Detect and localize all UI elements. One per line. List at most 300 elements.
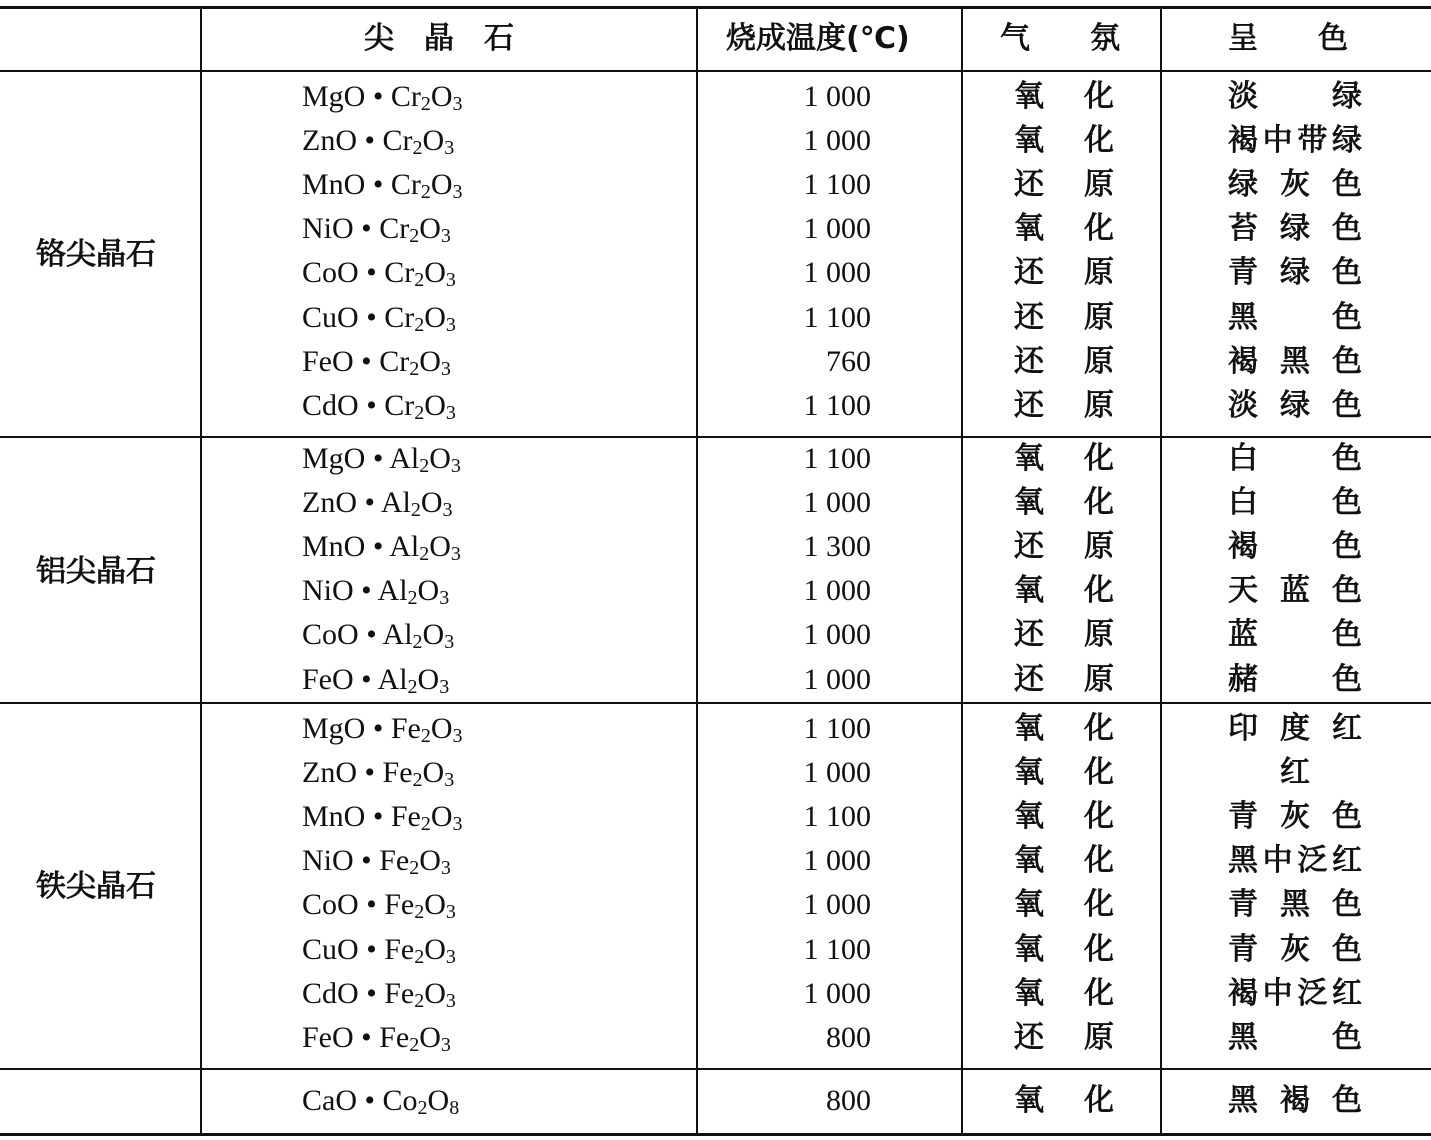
atmosphere <box>1014 79 1114 114</box>
firing-temperature: 1 000 <box>803 80 871 113</box>
atmosphere-char: 化 <box>1084 485 1114 520</box>
resulting-color <box>1228 1083 1362 1118</box>
atmosphere <box>1014 211 1114 246</box>
formula-element-b: Al <box>382 618 413 651</box>
color-char: 绿 <box>1331 123 1362 158</box>
firing-temperature: 760 <box>826 345 871 378</box>
atmosphere-char: 原 <box>1084 662 1114 697</box>
formula-sub-b: 2 <box>414 402 425 424</box>
atmosphere-char: 化 <box>1084 123 1114 158</box>
formula-element-c: O <box>427 1084 450 1117</box>
color-char: 色 <box>1332 573 1362 608</box>
color-char: 绿 <box>1332 79 1362 114</box>
formula-cell: NiO • $Al_2O_3$ <box>302 574 450 609</box>
atmosphere-char: 还 <box>1014 344 1044 379</box>
bottom-rule <box>0 1133 1431 1136</box>
color-char: 绿 <box>1280 388 1310 423</box>
formula-element-c: O <box>430 800 453 833</box>
resulting-color <box>1228 344 1362 379</box>
atmosphere-char: 化 <box>1084 573 1114 608</box>
formula-element-b: Co <box>382 1084 418 1117</box>
resulting-color <box>1228 167 1362 202</box>
formula-element-c: O <box>419 212 441 245</box>
formula-element-b: Fe <box>384 977 415 1010</box>
formula-element-b: Cr <box>390 80 421 113</box>
formula-sub-c: 8 <box>449 1097 460 1119</box>
formula-cell: ZnO • $Cr_2O_3$ <box>302 124 455 159</box>
resulting-color <box>1228 887 1362 922</box>
formula-sub-c: 3 <box>444 137 455 159</box>
atmosphere <box>1014 711 1114 746</box>
resulting-color <box>1228 799 1362 834</box>
header-temp: 烧成温度(℃) <box>726 21 910 56</box>
color-char: 色 <box>1332 255 1362 290</box>
formula-sub-c: 3 <box>442 499 453 521</box>
atmosphere-char: 氧 <box>1014 976 1044 1011</box>
formula-sub-b: 2 <box>420 181 431 203</box>
atmosphere <box>1014 485 1114 520</box>
color-char: 褐 <box>1228 976 1258 1011</box>
atmosphere-char: 化 <box>1084 1083 1114 1118</box>
resulting-color <box>1228 932 1362 967</box>
resulting-color <box>1228 843 1362 878</box>
formula-element-c: O <box>417 663 440 696</box>
formula-element-c: O <box>429 530 451 563</box>
atmosphere-char: 化 <box>1084 711 1114 746</box>
formula-oxide-a: CdO <box>302 389 359 422</box>
formula-sub-c: 3 <box>445 946 456 968</box>
formula-element-b: Cr <box>382 124 413 157</box>
atmosphere-char: 化 <box>1084 755 1114 790</box>
color-char: 灰 <box>1280 799 1310 834</box>
formula-sub-c: 3 <box>445 314 456 336</box>
group-label-chromium: 铬尖晶石 <box>36 237 156 272</box>
atmosphere-char: 氧 <box>1014 843 1044 878</box>
formula-sub-c: 3 <box>452 93 463 115</box>
col-divider-4 <box>1160 7 1162 1135</box>
formula-sub-c: 3 <box>440 857 451 879</box>
formula-element-c: O <box>417 574 440 607</box>
formula-sub-b: 2 <box>414 990 425 1012</box>
firing-temperature: 800 <box>826 1084 871 1117</box>
color-char: 青 <box>1228 887 1258 922</box>
formula-sub-b: 2 <box>409 1034 420 1056</box>
formula-oxide-a: CuO <box>302 933 359 966</box>
resulting-color <box>1228 388 1362 423</box>
atmosphere-char: 还 <box>1014 1020 1044 1055</box>
formula-sub-c: 3 <box>452 725 463 747</box>
col-divider-3 <box>961 7 963 1135</box>
color-char: 黑 <box>1280 344 1310 379</box>
formula-oxide-a: CaO <box>302 1084 357 1117</box>
color-char: 色 <box>1332 167 1362 202</box>
formula-oxide-a: MgO <box>302 442 366 475</box>
formula-element-b: Al <box>389 530 420 563</box>
color-char: 蓝 <box>1280 573 1310 608</box>
formula-oxide-a: MnO <box>302 168 366 201</box>
formula-element-b: Cr <box>384 256 415 289</box>
formula-oxide-a: FeO <box>302 345 354 378</box>
color-char: 度 <box>1280 711 1310 746</box>
firing-temperature: 1 000 <box>803 486 871 519</box>
color-char: 褐 <box>1280 1083 1310 1118</box>
atmosphere <box>1014 388 1114 423</box>
atmosphere <box>1014 799 1114 834</box>
resulting-color <box>1228 1020 1362 1055</box>
color-char: 灰 <box>1280 167 1310 202</box>
firing-temperature: 1 100 <box>803 168 871 201</box>
group-label-aluminium: 铝尖晶石 <box>36 554 156 589</box>
group-rule-3 <box>0 1068 1431 1070</box>
color-char: 色 <box>1332 529 1362 564</box>
color-char: 泛 <box>1297 976 1328 1011</box>
atmosphere-char: 原 <box>1084 255 1114 290</box>
atmosphere-char: 氧 <box>1014 441 1044 476</box>
atmosphere-char: 还 <box>1014 300 1044 335</box>
atmosphere <box>1014 255 1114 290</box>
formula-element-b: Fe <box>379 844 410 877</box>
resulting-color <box>1228 529 1362 564</box>
formula-sub-b: 2 <box>412 769 423 791</box>
atmosphere <box>1014 843 1114 878</box>
formula-cell: CoO • $Fe_2O_3$ <box>302 888 456 923</box>
color-char: 色 <box>1332 211 1362 246</box>
color-char: 青 <box>1228 932 1258 967</box>
firing-temperature: 1 000 <box>803 663 871 696</box>
color-char: 黑 <box>1228 1020 1258 1055</box>
formula-sub-b: 2 <box>417 1097 428 1119</box>
col-divider-2 <box>696 7 698 1135</box>
formula-element-c: O <box>419 345 441 378</box>
atmosphere-char: 原 <box>1084 388 1114 423</box>
formula-element-c: O <box>430 712 453 745</box>
formula-cell: CoO • $Al_2O_3$ <box>302 618 455 653</box>
formula-element-b: Cr <box>384 389 415 422</box>
color-char: 色 <box>1332 344 1362 379</box>
color-char: 泛 <box>1297 843 1328 878</box>
formula-oxide-a: ZnO <box>302 756 357 789</box>
atmosphere <box>1014 123 1114 158</box>
formula-element-b: Al <box>389 442 420 475</box>
firing-temperature: 1 100 <box>803 800 871 833</box>
firing-temperature: 1 000 <box>803 618 871 651</box>
color-char: 色 <box>1332 799 1362 834</box>
color-char: 色 <box>1332 932 1362 967</box>
formula-cell: CuO • $Cr_2O_3$ <box>302 301 456 336</box>
color-char: 天 <box>1228 573 1258 608</box>
formula-element-b: Fe <box>390 800 421 833</box>
formula-oxide-a: MnO <box>302 800 366 833</box>
formula-element-b: Al <box>380 486 411 519</box>
group-label-iron: 铁尖晶石 <box>36 869 156 904</box>
formula-oxide-a: FeO <box>302 1021 354 1054</box>
formula-cell: MgO • $Cr_2O_3$ <box>302 80 463 115</box>
formula-element-b: Al <box>377 574 408 607</box>
color-char: 中 <box>1262 123 1293 158</box>
resulting-color <box>1228 79 1362 114</box>
atmosphere-char: 还 <box>1014 529 1044 564</box>
color-char: 灰 <box>1280 932 1310 967</box>
formula-cell: CaO • $Co_2O_8$ <box>302 1084 460 1119</box>
color-char: 色 <box>1332 485 1362 520</box>
formula-cell: FeO • $Al_2O_3$ <box>302 663 450 698</box>
formula-sub-c: 3 <box>440 358 451 380</box>
formula-cell: MgO • $Al_2O_3$ <box>302 442 461 477</box>
atmosphere-char: 原 <box>1084 529 1114 564</box>
atmosphere-char: 还 <box>1014 662 1044 697</box>
firing-temperature: 1 000 <box>803 844 871 877</box>
formula-element-b: Fe <box>390 712 421 745</box>
formula-cell: NiO • $Cr_2O_3$ <box>302 212 451 247</box>
formula-element-c: O <box>424 933 446 966</box>
formula-cell: CdO • $Fe_2O_3$ <box>302 977 456 1012</box>
firing-temperature: 1 000 <box>803 756 871 789</box>
color-char: 色 <box>1332 617 1362 652</box>
atmosphere-char: 氧 <box>1014 211 1044 246</box>
color-char: 黑 <box>1228 300 1258 335</box>
formula-element-c: O <box>420 486 443 519</box>
formula-element-b: Fe <box>384 933 415 966</box>
atmosphere <box>1014 617 1114 652</box>
formula-sub-c: 3 <box>445 990 456 1012</box>
formula-sub-b: 2 <box>420 813 431 835</box>
formula-sub-b: 2 <box>414 269 425 291</box>
formula-sub-b: 2 <box>414 946 425 968</box>
formula-cell: MgO • $Fe_2O_3$ <box>302 712 463 747</box>
formula-element-c: O <box>429 442 451 475</box>
atmosphere-char: 化 <box>1084 799 1114 834</box>
header-atmosphere: 气 氛 <box>1000 21 1120 56</box>
formula-cell: MnO • $Al_2O_3$ <box>302 530 461 565</box>
formula-oxide-a: FeO <box>302 663 354 696</box>
color-char: 淡 <box>1228 388 1258 423</box>
atmosphere <box>1014 344 1114 379</box>
color-char: 绿 <box>1280 255 1310 290</box>
formula-element-b: Al <box>377 663 408 696</box>
color-char: 色 <box>1332 300 1362 335</box>
color-char: 白 <box>1228 441 1258 476</box>
color-char: 红 <box>1280 755 1310 790</box>
color-char: 白 <box>1228 485 1258 520</box>
header-color: 呈 色 <box>1228 21 1348 56</box>
color-char: 红 <box>1331 976 1362 1011</box>
formula-element-c: O <box>419 844 441 877</box>
atmosphere <box>1014 1020 1114 1055</box>
atmosphere <box>1014 755 1114 790</box>
atmosphere-char: 原 <box>1084 167 1114 202</box>
formula-element-c: O <box>422 756 445 789</box>
atmosphere <box>1014 1083 1114 1118</box>
color-char: 青 <box>1228 255 1258 290</box>
color-char: 苔 <box>1228 211 1258 246</box>
formula-cell: FeO • $Fe_2O_3$ <box>302 1021 451 1056</box>
formula-element-b: Fe <box>384 888 415 921</box>
atmosphere <box>1014 529 1114 564</box>
color-char: 色 <box>1332 887 1362 922</box>
formula-oxide-a: NiO <box>302 212 354 245</box>
formula-element-c: O <box>430 80 453 113</box>
atmosphere-char: 原 <box>1084 300 1114 335</box>
formula-oxide-a: CdO <box>302 977 359 1010</box>
color-char: 黑 <box>1228 1083 1258 1118</box>
atmosphere-char: 氧 <box>1014 711 1044 746</box>
formula-oxide-a: NiO <box>302 574 354 607</box>
atmosphere-char: 化 <box>1084 932 1114 967</box>
resulting-color <box>1228 662 1362 697</box>
top-rule <box>0 6 1431 9</box>
formula-cell: CdO • $Cr_2O_3$ <box>302 389 456 424</box>
resulting-color <box>1228 123 1362 158</box>
atmosphere-char: 氧 <box>1014 1083 1044 1118</box>
formula-sub-c: 3 <box>445 402 456 424</box>
resulting-color <box>1228 617 1362 652</box>
formula-sub-b: 2 <box>407 587 418 609</box>
atmosphere <box>1014 300 1114 335</box>
atmosphere-char: 氧 <box>1014 799 1044 834</box>
resulting-color <box>1228 976 1362 1011</box>
formula-element-c: O <box>424 389 446 422</box>
firing-temperature: 1 000 <box>803 977 871 1010</box>
formula-oxide-a: MgO <box>302 80 366 113</box>
color-char: 黑 <box>1228 843 1258 878</box>
color-char: 带 <box>1297 123 1328 158</box>
formula-element-b: Cr <box>390 168 421 201</box>
color-char: 绿 <box>1228 167 1258 202</box>
firing-temperature: 1 000 <box>803 574 871 607</box>
color-char: 蓝 <box>1228 617 1258 652</box>
formula-sub-c: 3 <box>440 225 451 247</box>
resulting-color <box>1228 211 1362 246</box>
resulting-color <box>1228 755 1362 790</box>
atmosphere-char: 原 <box>1084 1020 1114 1055</box>
atmosphere-char: 化 <box>1084 211 1114 246</box>
atmosphere-char: 氧 <box>1014 485 1044 520</box>
atmosphere <box>1014 167 1114 202</box>
formula-oxide-a: MgO <box>302 712 366 745</box>
formula-sub-b: 2 <box>419 455 430 477</box>
formula-cell: CuO • $Fe_2O_3$ <box>302 933 456 968</box>
formula-sub-b: 2 <box>414 901 425 923</box>
header-rule <box>0 70 1431 72</box>
atmosphere <box>1014 976 1114 1011</box>
atmosphere-char: 氧 <box>1014 887 1044 922</box>
formula-cell: ZnO • $Fe_2O_3$ <box>302 756 455 791</box>
atmosphere-char: 原 <box>1084 344 1114 379</box>
resulting-color <box>1228 711 1362 746</box>
formula-sub-b: 2 <box>414 314 425 336</box>
atmosphere-char: 化 <box>1084 887 1114 922</box>
formula-oxide-a: NiO <box>302 844 354 877</box>
color-char: 淡 <box>1228 79 1258 114</box>
firing-temperature: 1 000 <box>803 888 871 921</box>
resulting-color <box>1228 255 1362 290</box>
firing-temperature: 1 000 <box>803 124 871 157</box>
formula-element-c: O <box>430 168 453 201</box>
color-char: 色 <box>1332 662 1362 697</box>
formula-element-c: O <box>422 124 445 157</box>
color-char: 印 <box>1228 711 1258 746</box>
firing-temperature: 1 100 <box>803 442 871 475</box>
formula-element-b: Cr <box>384 301 415 334</box>
formula-sub-b: 2 <box>419 543 430 565</box>
formula-sub-c: 3 <box>452 181 463 203</box>
atmosphere <box>1014 441 1114 476</box>
formula-cell: NiO • $Fe_2O_3$ <box>302 844 451 879</box>
formula-sub-c: 3 <box>444 769 455 791</box>
formula-sub-b: 2 <box>407 676 418 698</box>
formula-element-b: Fe <box>382 756 413 789</box>
formula-sub-b: 2 <box>412 631 423 653</box>
color-char: 褐 <box>1228 344 1258 379</box>
color-char: 绿 <box>1280 211 1310 246</box>
color-char: 红 <box>1332 711 1362 746</box>
formula-sub-c: 3 <box>439 676 450 698</box>
formula-sub-c: 3 <box>444 631 455 653</box>
color-char: 色 <box>1332 1020 1362 1055</box>
atmosphere-char: 还 <box>1014 617 1044 652</box>
formula-sub-b: 2 <box>412 137 423 159</box>
atmosphere <box>1014 932 1114 967</box>
atmosphere-char: 氧 <box>1014 123 1044 158</box>
resulting-color <box>1228 573 1362 608</box>
firing-temperature: 1 300 <box>803 530 871 563</box>
resulting-color <box>1228 441 1362 476</box>
formula-sub-b: 2 <box>410 499 421 521</box>
formula-cell: MnO • $Cr_2O_3$ <box>302 168 463 203</box>
atmosphere-char: 化 <box>1084 79 1114 114</box>
atmosphere-char: 还 <box>1014 167 1044 202</box>
group-rule-2 <box>0 702 1431 704</box>
formula-sub-c: 3 <box>439 587 450 609</box>
atmosphere-char: 化 <box>1084 441 1114 476</box>
color-char: 褐 <box>1228 529 1258 564</box>
formula-sub-c: 3 <box>452 813 463 835</box>
atmosphere-char: 氧 <box>1014 573 1044 608</box>
atmosphere-char: 原 <box>1084 617 1114 652</box>
formula-sub-b: 2 <box>409 358 420 380</box>
firing-temperature: 1 100 <box>803 301 871 334</box>
formula-element-c: O <box>424 256 446 289</box>
formula-sub-c: 3 <box>450 455 461 477</box>
formula-sub-c: 3 <box>445 269 456 291</box>
formula-oxide-a: ZnO <box>302 486 357 519</box>
firing-temperature: 1 000 <box>803 212 871 245</box>
color-char: 赭 <box>1228 662 1258 697</box>
col-divider-1 <box>200 7 202 1135</box>
formula-oxide-a: ZnO <box>302 124 357 157</box>
firing-temperature: 800 <box>826 1021 871 1054</box>
color-char: 黑 <box>1280 887 1310 922</box>
firing-temperature: 1 100 <box>803 712 871 745</box>
color-char: 青 <box>1228 799 1258 834</box>
formula-cell: ZnO • $Al_2O_3$ <box>302 486 453 521</box>
group-rule-1 <box>0 436 1431 438</box>
formula-oxide-a: CoO <box>302 256 359 289</box>
firing-temperature: 1 000 <box>803 256 871 289</box>
color-char: 色 <box>1332 1083 1362 1118</box>
formula-sub-b: 2 <box>409 225 420 247</box>
formula-sub-c: 3 <box>440 1034 451 1056</box>
color-char: 中 <box>1262 976 1293 1011</box>
formula-sub-b: 2 <box>420 725 431 747</box>
atmosphere <box>1014 573 1114 608</box>
atmosphere-char: 氧 <box>1014 755 1044 790</box>
formula-sub-c: 3 <box>445 901 456 923</box>
formula-element-b: Cr <box>379 345 410 378</box>
formula-element-c: O <box>424 977 446 1010</box>
atmosphere <box>1014 887 1114 922</box>
color-char: 中 <box>1262 843 1293 878</box>
